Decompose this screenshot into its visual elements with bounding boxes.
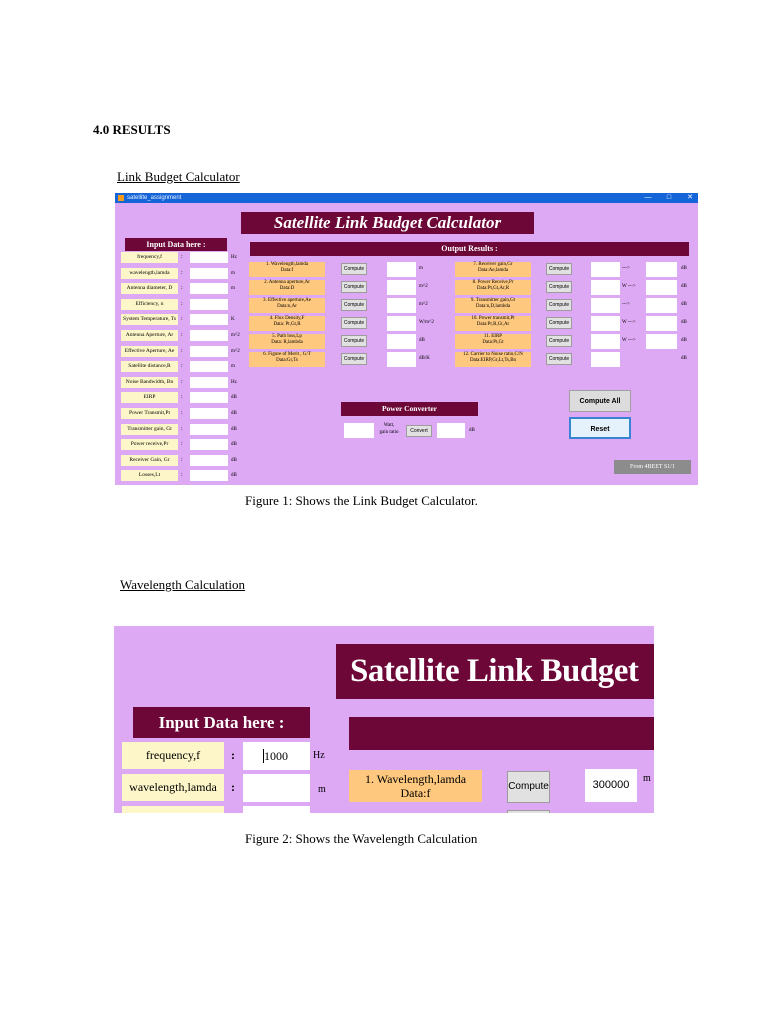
input-colon: : xyxy=(181,394,183,401)
crop-result-unit: m xyxy=(643,773,651,784)
footer-tag: From 4BEET S1/1 xyxy=(614,460,691,474)
output-label-line1: 10. Power transmit,Pt xyxy=(471,316,515,321)
output-label xyxy=(249,352,325,367)
input-label: Power receive,Pr xyxy=(121,439,178,450)
crop-colon: : xyxy=(231,748,235,762)
app-title: Satellite Link Budget Calculator xyxy=(241,212,534,234)
crop-app-title: Satellite Link Budget xyxy=(336,644,654,699)
window-titlebar xyxy=(115,193,698,203)
input-unit: dB xyxy=(231,395,237,401)
crop-colon: : xyxy=(231,780,235,794)
output-label-line1: 2. Antenna aperture,Ar xyxy=(264,280,310,285)
minimize-icon[interactable]: — xyxy=(644,194,652,201)
output-unit: dB/K xyxy=(419,356,430,361)
input-field[interactable] xyxy=(190,361,228,372)
output-label xyxy=(455,298,531,313)
input-colon: : xyxy=(181,410,183,416)
input-colon: : xyxy=(181,425,183,432)
reset-button[interactable]: Reset xyxy=(569,417,631,439)
output-label-line1: 11. EIRP xyxy=(483,334,503,339)
input-field[interactable] xyxy=(190,268,228,279)
compute-button[interactable]: Compute xyxy=(341,263,367,275)
maximize-icon[interactable]: □ xyxy=(666,194,672,201)
crop-result-box[interactable]: 300000 xyxy=(585,769,637,802)
input-label: Losses,Lt xyxy=(121,470,178,481)
compute-all-button[interactable]: Compute All xyxy=(569,390,631,412)
input-label: System Temperature, Ts xyxy=(121,314,178,325)
output-label-line2: Data: R,lambda xyxy=(271,340,303,345)
input-unit: m^2 xyxy=(231,333,240,338)
output-label-line2: Data:n,D,lambda xyxy=(475,304,511,309)
input-unit: dB xyxy=(231,473,237,479)
input-colon: : xyxy=(181,378,183,385)
input-unit: dB xyxy=(231,411,237,416)
output-unit: dB xyxy=(681,266,687,271)
output-unit: dB xyxy=(681,302,687,307)
output-value-box[interactable] xyxy=(387,316,416,331)
input-unit: m xyxy=(231,286,235,292)
input-unit: m xyxy=(231,270,235,276)
output-arrow: ---> xyxy=(622,266,630,271)
output-label-line1: 9. Transmitter gain,Gt xyxy=(470,298,516,303)
output-value-box[interactable] xyxy=(387,262,416,277)
input-unit: dB xyxy=(231,442,237,448)
watt-label: Watt, xyxy=(383,423,395,428)
input-field[interactable] xyxy=(190,439,228,450)
power-converter-watt-input[interactable] xyxy=(344,423,374,438)
window-title: satellite_assignment xyxy=(127,195,182,201)
output-label xyxy=(455,280,531,295)
output-label-line2: Data: Pt,Gt,R xyxy=(273,322,301,327)
input-unit: dB xyxy=(231,457,237,463)
output-label-line1: 3. Effective aperture,Ae xyxy=(263,298,311,303)
compute-button[interactable]: Compute xyxy=(546,353,572,365)
fig2-heading: Wavelength Calculation xyxy=(120,577,245,592)
output-arrow: W ---> xyxy=(622,320,636,325)
output-unit: dB xyxy=(419,338,425,343)
fig1-heading: Link Budget Calculator xyxy=(117,169,240,184)
input-unit: dB xyxy=(231,426,237,432)
input-field[interactable] xyxy=(190,299,228,310)
fig1-caption: Figure 1: Shows the Link Budget Calculator. xyxy=(245,493,478,508)
close-icon[interactable]: ✕ xyxy=(687,194,693,201)
output-label xyxy=(249,280,325,295)
output-label-line2: Data:f xyxy=(280,268,294,273)
input-label: wavelength,lamda xyxy=(121,268,178,279)
wavelength-crop xyxy=(114,626,654,813)
input-field[interactable] xyxy=(190,314,228,325)
input-label: Power Transmit,Pt xyxy=(121,408,178,419)
input-field[interactable] xyxy=(190,408,228,419)
link-budget-window xyxy=(115,193,698,485)
crop-frequency-unit: Hz xyxy=(313,750,325,761)
input-field[interactable] xyxy=(190,470,228,481)
input-label: Receiver Gain, Gr xyxy=(121,455,178,466)
power-converter-db-unit: dB xyxy=(469,428,475,433)
crop-next-label xyxy=(122,806,224,813)
output-unit: m^2 xyxy=(419,302,428,307)
output-value-box[interactable] xyxy=(591,262,620,277)
input-colon: : xyxy=(181,316,183,323)
output-label xyxy=(455,262,531,277)
input-label: Efficiency, n xyxy=(121,299,178,310)
output-label-line2: Data:Ae,lamda xyxy=(477,268,509,273)
input-colon: : xyxy=(181,300,183,307)
input-label: Antenna Aperture, Ar xyxy=(121,330,178,341)
compute-button[interactable]: Compute xyxy=(546,317,572,329)
input-field[interactable] xyxy=(190,455,228,466)
input-label: Effective Aperture, Ae xyxy=(121,346,178,357)
output-label-line1: 7. Receiver gain,Gr xyxy=(473,262,513,267)
input-unit: Hz xyxy=(231,255,237,260)
crop-next-compute-button[interactable] xyxy=(507,810,550,813)
input-colon: : xyxy=(181,285,183,292)
output-db-box[interactable] xyxy=(646,334,677,349)
gain-ratio-label: gain ratio xyxy=(379,430,399,435)
input-header: Input Data here : xyxy=(125,238,227,251)
input-colon: : xyxy=(181,441,183,448)
output-unit: dB xyxy=(681,338,687,343)
output-value-box[interactable] xyxy=(591,280,620,295)
compute-button[interactable]: Compute xyxy=(341,281,367,293)
output-header: Output Results : xyxy=(250,242,689,256)
output-label-line1: 8. Power Receive,Pr xyxy=(472,280,514,285)
compute-button[interactable]: Compute xyxy=(546,335,572,347)
output-value-box[interactable] xyxy=(387,352,416,367)
output-label-line1: 4. Flux Density,F xyxy=(269,316,305,321)
crop-frequency-input[interactable] xyxy=(243,742,310,770)
output-label-line2: Data:Pt,Gt xyxy=(482,340,504,345)
output-db-box[interactable] xyxy=(646,262,677,277)
crop-wavelength-output xyxy=(349,770,482,802)
output-value-box[interactable] xyxy=(591,334,620,349)
output-label-line2: Data:D xyxy=(279,286,295,291)
input-label: Transmitter gain, Gt xyxy=(121,424,178,435)
input-label: Satellite distance,R xyxy=(121,361,178,372)
output-label-line2: Data:Gr,Ts xyxy=(276,358,298,363)
output-label xyxy=(249,298,325,313)
output-label-line1: 1. Wavelength,lamda xyxy=(265,262,309,267)
compute-button[interactable]: Compute xyxy=(341,317,367,329)
input-colon: : xyxy=(181,332,183,338)
input-field[interactable] xyxy=(190,377,228,388)
power-converter-labels xyxy=(377,422,401,436)
crop-output-line1: 1. Wavelength,lamda xyxy=(364,772,467,786)
crop-output-line2: Data:f xyxy=(400,786,431,800)
crop-frequency-value: 1000 xyxy=(264,749,288,763)
output-db-box[interactable] xyxy=(646,316,677,331)
output-db-box[interactable] xyxy=(646,280,677,295)
input-unit: Hz xyxy=(231,379,237,385)
output-label-line2: Data:Pt,Gt,Ar,R xyxy=(476,286,510,291)
output-label xyxy=(455,316,531,331)
output-arrow: W ---> xyxy=(622,338,636,343)
output-value-box[interactable] xyxy=(591,298,620,313)
input-label: EIRP xyxy=(121,392,178,403)
input-unit: m xyxy=(231,364,235,370)
output-label xyxy=(455,334,531,349)
output-label-line1: 5. Path loss,Lp xyxy=(272,334,302,339)
compute-button[interactable]: Compute xyxy=(546,299,572,311)
input-colon: : xyxy=(181,269,183,276)
output-label-line1: 6. Figure of Merit , G/T xyxy=(263,352,311,357)
fig2-caption: Figure 2: Shows the Wavelength Calculation xyxy=(245,831,478,846)
compute-button[interactable]: Compute xyxy=(546,263,572,275)
input-label: Noise Bandwidth, Bn xyxy=(121,377,178,388)
output-unit: dB xyxy=(681,320,687,325)
output-unit: m xyxy=(419,266,423,271)
input-field[interactable] xyxy=(190,330,228,341)
compute-button[interactable]: Compute xyxy=(341,299,367,311)
compute-button[interactable]: Compute xyxy=(546,281,572,293)
crop-wavelength-label: wavelength,lamda xyxy=(122,774,224,801)
compute-button[interactable]: Compute xyxy=(341,335,367,347)
input-unit: K xyxy=(231,317,235,323)
input-field[interactable] xyxy=(190,392,228,403)
power-converter-db-output[interactable] xyxy=(437,423,465,438)
input-field[interactable] xyxy=(190,283,228,294)
input-colon: : xyxy=(181,472,183,479)
compute-button[interactable]: Compute xyxy=(341,353,367,365)
output-unit: W/m^2 xyxy=(419,320,434,325)
input-unit: m^2 xyxy=(231,348,240,354)
convert-button[interactable]: Convert xyxy=(406,425,432,437)
input-colon: : xyxy=(181,254,183,260)
output-label xyxy=(455,352,531,367)
crop-output-header xyxy=(349,717,654,750)
output-label-line2: Data:EIRP,Gr,Lt,Ts,Bn xyxy=(469,358,517,363)
output-label xyxy=(249,262,325,277)
input-colon: : xyxy=(181,347,183,354)
output-db-box[interactable] xyxy=(646,298,677,313)
output-unit: dB xyxy=(681,356,687,361)
output-value-box[interactable] xyxy=(387,280,416,295)
output-label-line2: Data:Pr,R,Gt,Ar xyxy=(476,322,510,327)
power-converter-title: Power Converter xyxy=(341,402,478,416)
input-field[interactable] xyxy=(190,424,228,435)
output-value-box[interactable] xyxy=(387,334,416,349)
output-arrow: W ---> xyxy=(622,284,636,289)
crop-input-header: Input Data here : xyxy=(133,707,310,738)
output-arrow: ---> xyxy=(622,302,630,307)
output-value-box[interactable] xyxy=(591,352,620,367)
app-icon xyxy=(118,195,124,201)
crop-frequency-label: frequency,f xyxy=(122,742,224,769)
crop-wavelength-input[interactable] xyxy=(243,774,310,802)
crop-compute-button[interactable]: Compute xyxy=(507,771,550,803)
output-label xyxy=(249,334,325,349)
output-label-line2: Data:n,Ar xyxy=(277,304,297,309)
input-label: frequency,f xyxy=(121,252,178,263)
output-label xyxy=(249,316,325,331)
input-colon: : xyxy=(181,363,183,370)
input-field[interactable] xyxy=(190,252,228,263)
input-field[interactable] xyxy=(190,346,228,357)
crop-wavelength-unit: m xyxy=(318,784,326,795)
output-label-line1: 12. Carrier to Noise ratio,C/N xyxy=(463,352,523,357)
output-value-box[interactable] xyxy=(387,298,416,313)
output-value-box[interactable] xyxy=(591,316,620,331)
crop-next-input[interactable] xyxy=(243,806,310,813)
output-unit: dB xyxy=(681,284,687,289)
input-colon: : xyxy=(181,456,183,463)
section-heading: 4.0 RESULTS xyxy=(93,122,171,137)
input-label: Antenna diameter, D xyxy=(121,283,178,294)
output-unit: m^2 xyxy=(419,284,428,289)
